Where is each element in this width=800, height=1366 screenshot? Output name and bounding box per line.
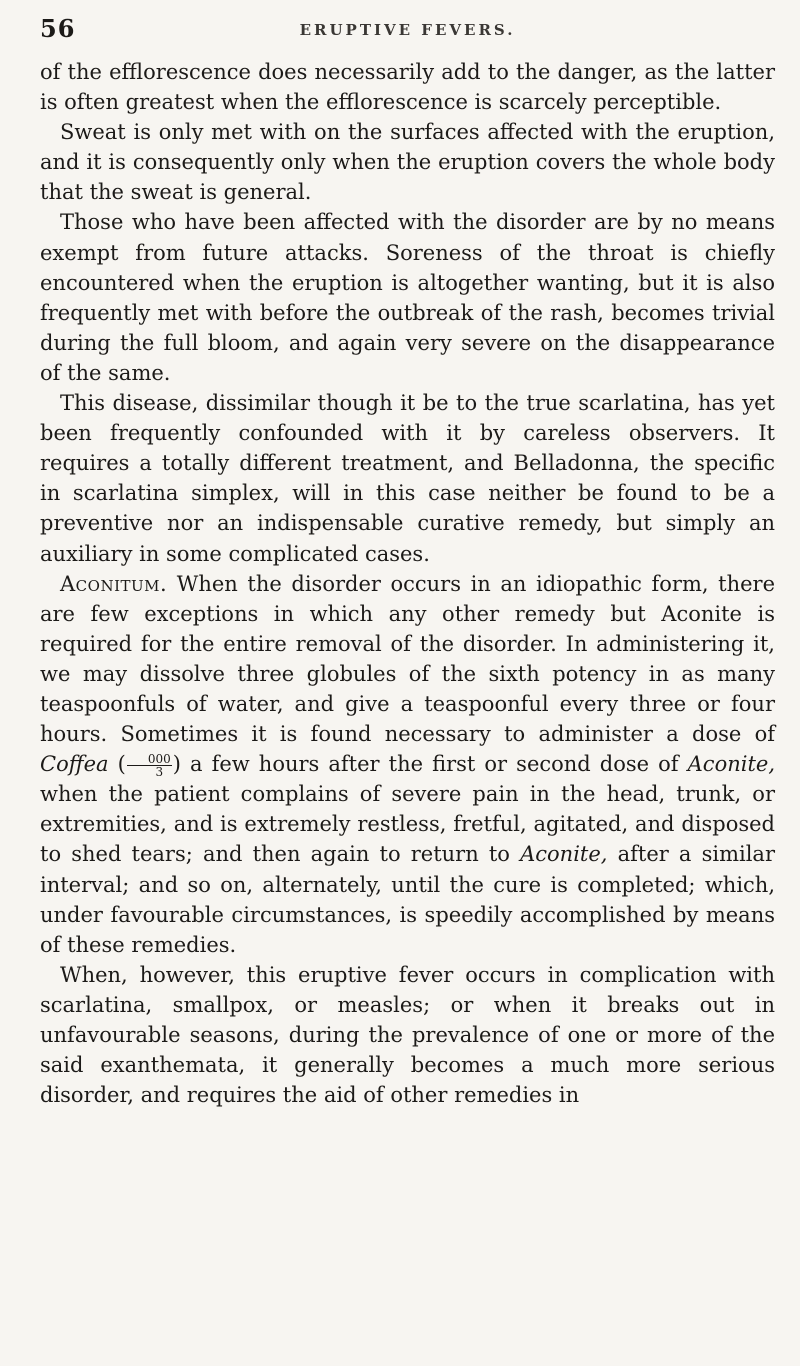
- paragraph-5-text-b: a few hours after the first or second dose of: [180, 752, 688, 777]
- paragraph-3: Those who have been affected with the disorder are by no means exempt from future attacks. Soreness of the throat is chiefly encountered when the eruption is altogether wanting, but it is also frequently met with before the outbreak of the rash, becomes trivial during the full bloom, and again very severe on the disappearance of the same.: [40, 210, 775, 385]
- potency-fraction: [127, 753, 172, 778]
- remedy-heading: Aconitum.: [60, 571, 168, 596]
- paragraph-5-aconitum: Aconitum. When the disorder occurs in an idiopathic form, there are few exceptions in which any other remedy but Aconite is required for the entire removal of the disorder. In administering it, we may dissolve three globules of the sixth potency in as many teaspoonfuls of water, and give a teaspoonful every three or four hours. Sometimes it is found necessary to administer a dose of Coffea ( $\frac{000}{3}$ ) a few hours after the first or second dose of Aconite, when the patient complains of severe pain in the head, trunk, or extremities, and is extremely restless, fretful, agitated, and disposed to shed tears; and then again to return to Aconite, after a similar interval; and so on, alternately, until the cure is completed; which, under favourable circumstances, is speedily accomplished by means of these remedies.: [40, 571, 775, 957]
- remedy-name-coffea: Coffea: [40, 752, 109, 777]
- fraction-denominator: 3: [155, 765, 164, 780]
- page-number: 56: [40, 14, 76, 43]
- remedy-name-aconite: Aconite,: [520, 842, 608, 867]
- running-title: ERUPTIVE FEVERS.: [299, 21, 516, 39]
- body-text: [40, 57, 775, 1110]
- paragraph-6: When, however, this eruptive fever occurs in complication with scarlatina, smallpox, or measles; or when it breaks out in unfavourable seasons, during the prevalence of one or more of the said exanthemata, it generally becomes a much more serious disorder, and requires the aid of other remedies in: [40, 962, 775, 1108]
- paragraph-2: Sweat is only met with on the surfaces affected with the eruption, and it is consequently only when the eruption covers the whole body that the sweat is general.: [40, 120, 775, 205]
- paragraph-5-text-c: when the patient complains of severe pain in the head, trunk, or extremities, and is extremely restless, fretful, agitated, and disposed to shed tears; and then again to return to: [40, 782, 775, 867]
- fraction-numerator: 000: [127, 753, 172, 766]
- paragraph-5-text-d: after a similar interval; and so on, alternately, until the cure is completed; which, under favourable circumstances, is speedily accomplished by means of these remedies.: [40, 842, 775, 957]
- paragraph-5-text-a: When the disorder occurs in an idiopathic form, there are few exceptions in which any other remedy but Aconite is required for the entire removal of the disorder. In administering it, we may dissolve three globules of the sixth potency in as many teaspoonfuls of water, and give a teaspoonful every three or four hours. Sometimes it is found necessary to administer a dose of: [40, 571, 775, 747]
- running-head: [40, 14, 775, 54]
- paragraph-1: of the efflorescence does necessarily add to the danger, as the latter is often greatest when the efflorescence is scarcely perceptible.: [40, 60, 775, 115]
- remedy-name-aconite: Aconite,: [687, 752, 775, 777]
- paragraph-4: This disease, dissimilar though it be to the true scarlatina, has yet been frequently confounded with it by careless observers. It requires a totally different treatment, and Belladonna, the specific in scarlatina simplex, will in this case neither be found to be a preventive nor an indispensable curative remedy, but simply an auxiliary in some complicated cases.: [40, 391, 775, 566]
